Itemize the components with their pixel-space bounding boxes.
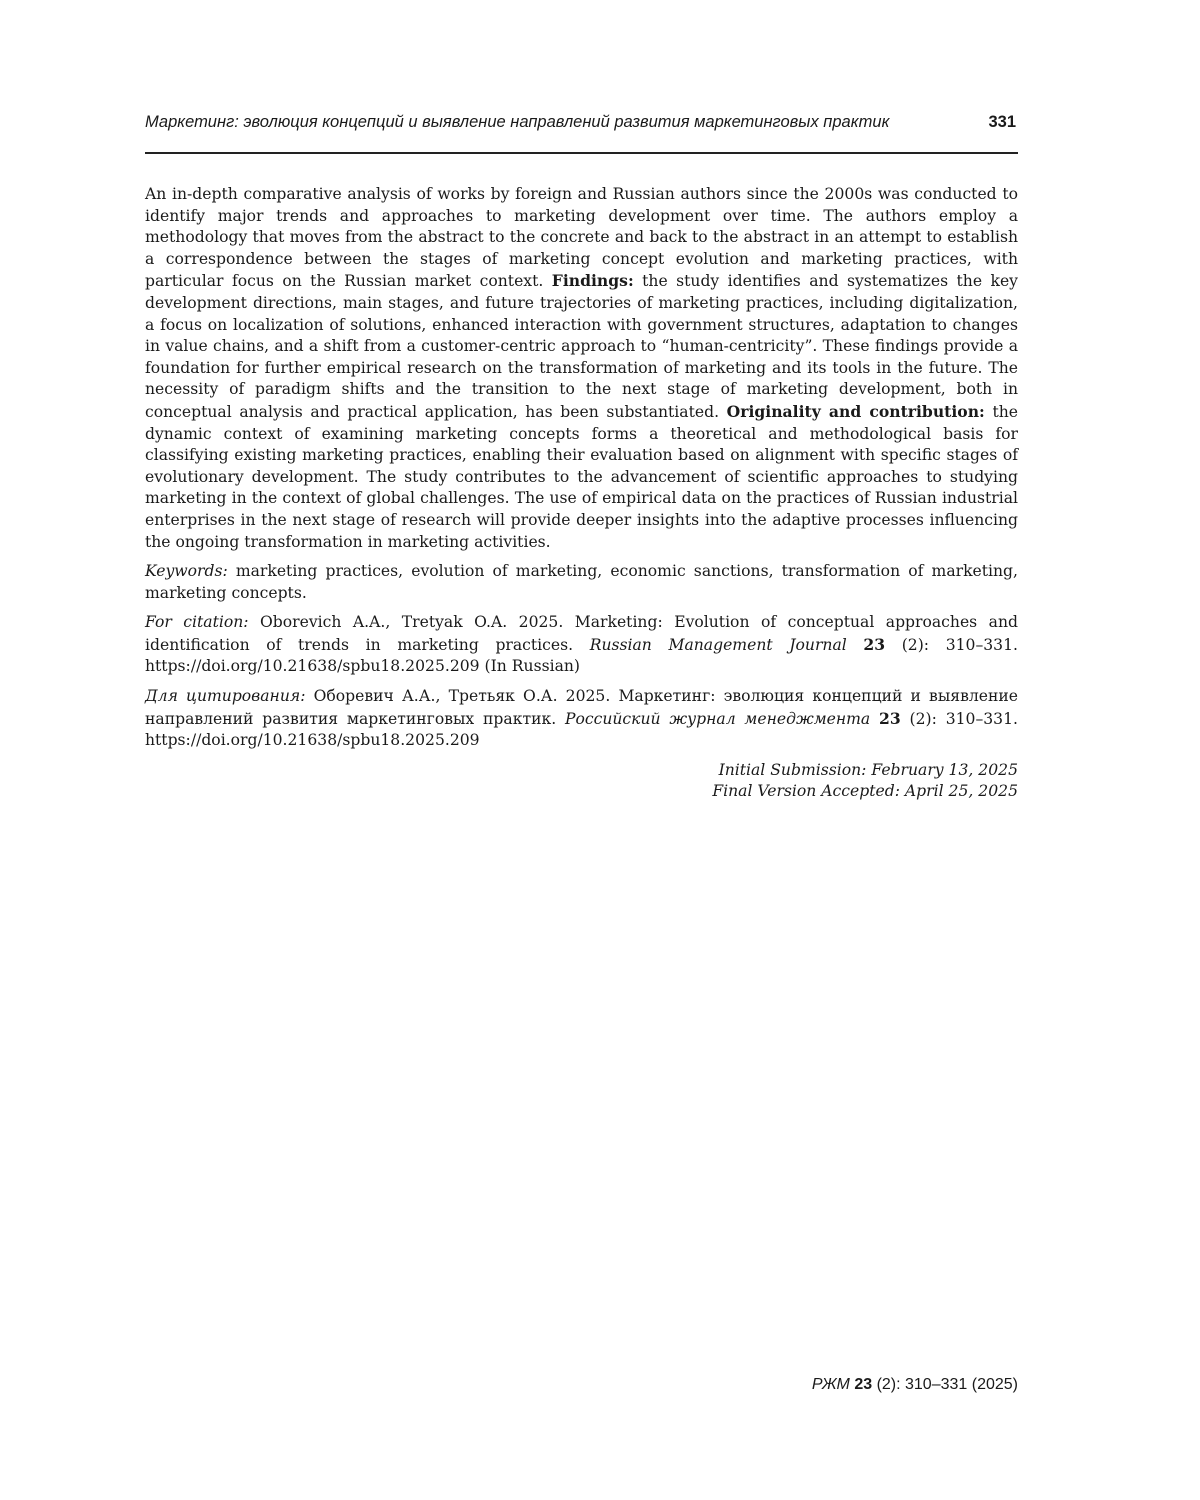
journal-page: [145, 0, 1018, 1500]
page-footer: [812, 1376, 1018, 1394]
citation-en-volume: 23: [863, 634, 886, 654]
initial-submission-date: Initial Submission: February 13, 2025: [718, 760, 1018, 779]
findings-text: the study identifies and systematizes the key development directions, main stages, and future trajectories of marketing practices, including digitalization, a focus on localization of solutions, enhanced interaction with government structures, adaptation to changes in value chains, and a shift from a customer-centric approach to “human-centricity”. These findings provide a foundation for further empirical research on the transformation of marketing and its tools in the future. The necessity of paradigm shifts and the transition to the next stage of marketing development, both in conceptual analysis and practical application, has been substantiated.: [145, 272, 1018, 421]
footer-issue-pages: (2): 310–331 (2025): [876, 1376, 1018, 1393]
keywords-text: marketing practices, evolution of marketing, economic sanctions, transformation of marketing, marketing concepts.: [145, 562, 1018, 602]
citation-en-journal: Russian Management Journal: [589, 635, 847, 654]
abstract-body: [145, 184, 1018, 803]
abstract-paragraph: [145, 184, 1018, 553]
footer-volume: 23: [854, 1376, 873, 1393]
header-rule: [145, 152, 1018, 154]
citation-ru-journal: Российский журнал менеджмента: [565, 709, 871, 728]
citation-en-rest: (2): 310–331. https://doi.org/10.21638/spbu18.2025.209 (In Russian): [145, 635, 1018, 676]
citation-ru-rest: (2): 310–331. https://doi.org/10.21638/spbu18.2025.209: [145, 709, 1018, 750]
final-acceptance-date: Final Version Accepted: April 25, 2025: [712, 782, 1018, 801]
abstract-text-intro: An in-depth comparative analysis of works by foreign and Russian authors since the 2000s was conducted to identify major trends and approaches to marketing development over time. The authors employ a methodology that moves from the abstract to the concrete and back to the abstract in an attempt to establish a correspondence between the stages of marketing concept evolution and marketing practices, with particular focus on the Russian market context.: [145, 185, 1018, 291]
submission-dates: [145, 760, 1018, 803]
keywords-label: Keywords:: [145, 562, 228, 581]
originality-label: Originality and contribution:: [726, 401, 985, 421]
citation-en: [145, 612, 1018, 678]
citation-ru-volume: 23: [879, 708, 901, 728]
page-number: 331: [988, 113, 1016, 131]
citation-en-label: For citation:: [145, 613, 249, 632]
findings-label: Findings:: [551, 271, 634, 291]
footer-journal-abbr: РЖМ: [811, 1376, 850, 1393]
running-head: [145, 113, 1018, 137]
citation-ru-authors: Оборевич А.А., Третьяк О.А. 2025. Маркетинг: эволюция концепций и выявление направлений развития маркетинговых практик.: [145, 687, 1018, 728]
running-title: Маркетинг: эволюция концепций и выявление направлений развития маркетинговых практик: [145, 113, 890, 131]
citation-en-authors: Oborevich A.A., Tretyak O.A. 2025. Marketing: Evolution of conceptual approaches and identification of trends in marketing practices.: [145, 613, 1018, 654]
citation-ru: [145, 686, 1018, 752]
originality-text: the dynamic context of examining marketing concepts forms a theoretical and methodological basis for classifying existing marketing practices, enabling their evaluation based on alignment with specific stages of evolutionary development. The study contributes to the advancement of scientific approaches to studying marketing in the context of global challenges. The use of empirical data on the practices of Russian industrial enterprises in the next stage of research will provide deeper insights into the adaptive processes influencing the ongoing transformation in marketing activities.: [145, 402, 1018, 551]
keywords-paragraph: [145, 561, 1018, 604]
citation-ru-label: Для цитирования:: [145, 687, 306, 706]
